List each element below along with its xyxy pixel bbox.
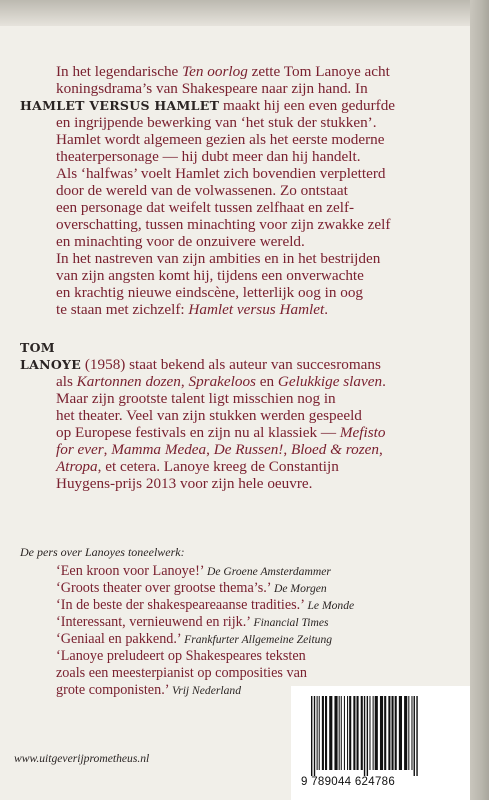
intro-line: In het legendarische Ten oorlog zette Tom Lanoye acht	[56, 63, 390, 80]
intro-line: te staan met zichzelf: Hamlet versus Hamlet.	[56, 301, 329, 318]
author-line: for ever, Mamma Medea, De Russen!, Bloed & rozen,	[56, 441, 383, 458]
barcode-bar	[349, 696, 351, 770]
intro-line: en minachting voor de onzuivere wereld.	[56, 233, 305, 250]
intro-line: Als ‘halfwas’ voelt Hamlet zich bovendien verpletterd	[56, 165, 386, 182]
barcode-bar	[380, 696, 383, 770]
author-line: op Europese festivals en zijn nu al klassiek — Mefisto	[56, 424, 386, 441]
intro-line: In het nastreven van zijn ambities en in het bestrijden	[56, 250, 381, 267]
publisher-website[interactable]: www.uitgeverijprometheus.nl	[14, 752, 150, 765]
press-heading: De pers over Lanoyes toneelwerk:	[20, 545, 185, 559]
press-quote: ‘Geniaal en pakkend.’ Frankfurter Allgemeine Zeitung	[56, 631, 333, 647]
barcode-bar	[353, 696, 355, 770]
isbn-number: 9 789044 624786	[301, 776, 396, 788]
barcode-bar	[344, 696, 345, 770]
author-line: als Kartonnen dozen, Sprakeloos en Gelukkige slaven.	[56, 373, 386, 390]
barcode-bar	[411, 696, 412, 770]
cover-top-band	[0, 0, 470, 26]
press-quote: ‘Een kroon voor Lanoye!’ De Groene Amsterdammer	[56, 563, 331, 579]
barcode-bar	[347, 696, 348, 770]
author-name-line-1: TOM	[20, 340, 55, 355]
barcode-bar	[384, 696, 386, 770]
barcode-bar	[373, 696, 374, 770]
intro-line: en krachtig nieuwe eindscène, letterlijk oog in oog	[56, 284, 364, 301]
barcode-bar	[361, 696, 363, 770]
author-line: Atropa, et cetera. Lanoye kreeg de Constantijn	[56, 458, 339, 475]
press-quote: ‘Groots theater over grootse thema’s.’ De Morgen	[56, 580, 327, 596]
barcode-bar	[367, 696, 368, 776]
barcode-bar	[317, 696, 318, 770]
barcode-bar	[341, 696, 342, 770]
barcode-bar	[369, 696, 370, 770]
barcode-bar	[416, 696, 417, 776]
barcode-bar	[388, 696, 390, 770]
barcode-bar	[325, 696, 327, 770]
barcode-bar	[399, 696, 402, 770]
barcode-bar	[375, 696, 378, 770]
barcode-bar	[334, 696, 337, 770]
author-line: Huygens-prijs 2013 voor zijn hele oeuvre.	[56, 475, 313, 492]
barcode-bar	[322, 696, 324, 770]
barcode-bar	[329, 696, 332, 770]
intro-line: Hamlet wordt algemeen gezien als het eerste moderne	[56, 131, 385, 148]
intro-line: koningsdrama’s van Shakespeare naar zijn hand. In	[56, 80, 368, 97]
barcode-bar	[319, 696, 320, 770]
barcode-bar	[414, 696, 415, 776]
intro-line-with-title: HAMLET VERSUS HAMLET maakt hij een even gedurfde	[20, 97, 396, 114]
intro-line: van zijn angsten komt hij, tijdens een onverwachte	[56, 267, 364, 284]
barcode-bar	[311, 696, 312, 776]
press-quote: ‘Lanoye preludeert op Shakespeares teksten	[56, 648, 306, 664]
barcode-bar	[339, 696, 340, 770]
author-line: LANOYE (1958) staat bekend als auteur van succesromans	[20, 356, 381, 373]
barcode-bars	[309, 696, 454, 776]
intro-line: overschatting, tussen minachting voor zijn zwakke zelf	[56, 216, 391, 233]
barcode-bar	[357, 696, 359, 770]
barcode-bar	[364, 696, 365, 776]
intro-line: theaterpersonage — hij dubt meer dan hij handelt.	[56, 148, 361, 165]
book-title: HAMLET VERSUS HAMLET	[20, 98, 220, 113]
press-quote: zoals een meesterpianist op composities van	[56, 665, 307, 681]
press-quote: ‘In de beste der shakespeareaanse tradities.’ Le Monde	[56, 597, 355, 613]
intro-line: een personage dat weifelt tussen zelfhaat en zelf-	[56, 199, 355, 216]
intro-line: en ingrijpende bewerking van ‘het stuk der stukken’.	[56, 114, 377, 131]
press-quote: ‘Interessant, vernieuwend en rijk.’ Financial Times	[56, 614, 329, 630]
author-line: het theater. Veel van zijn stukken werden gespeeld	[56, 407, 362, 424]
press-quote: grote componisten.’ Vrij Nederland	[56, 682, 241, 698]
barcode-bar	[404, 696, 407, 770]
isbn-barcode	[291, 686, 470, 800]
intro-line: door de wereld van de volwassenen. Zo ontstaat	[56, 182, 348, 199]
author-line: Maar zijn grootste talent ligt misschien nog in	[56, 390, 336, 407]
barcode-bar	[392, 696, 394, 770]
book-spine-edge	[470, 0, 489, 800]
barcode-bar	[408, 696, 409, 770]
barcode-bar	[314, 696, 315, 776]
barcode-bar	[395, 696, 397, 770]
